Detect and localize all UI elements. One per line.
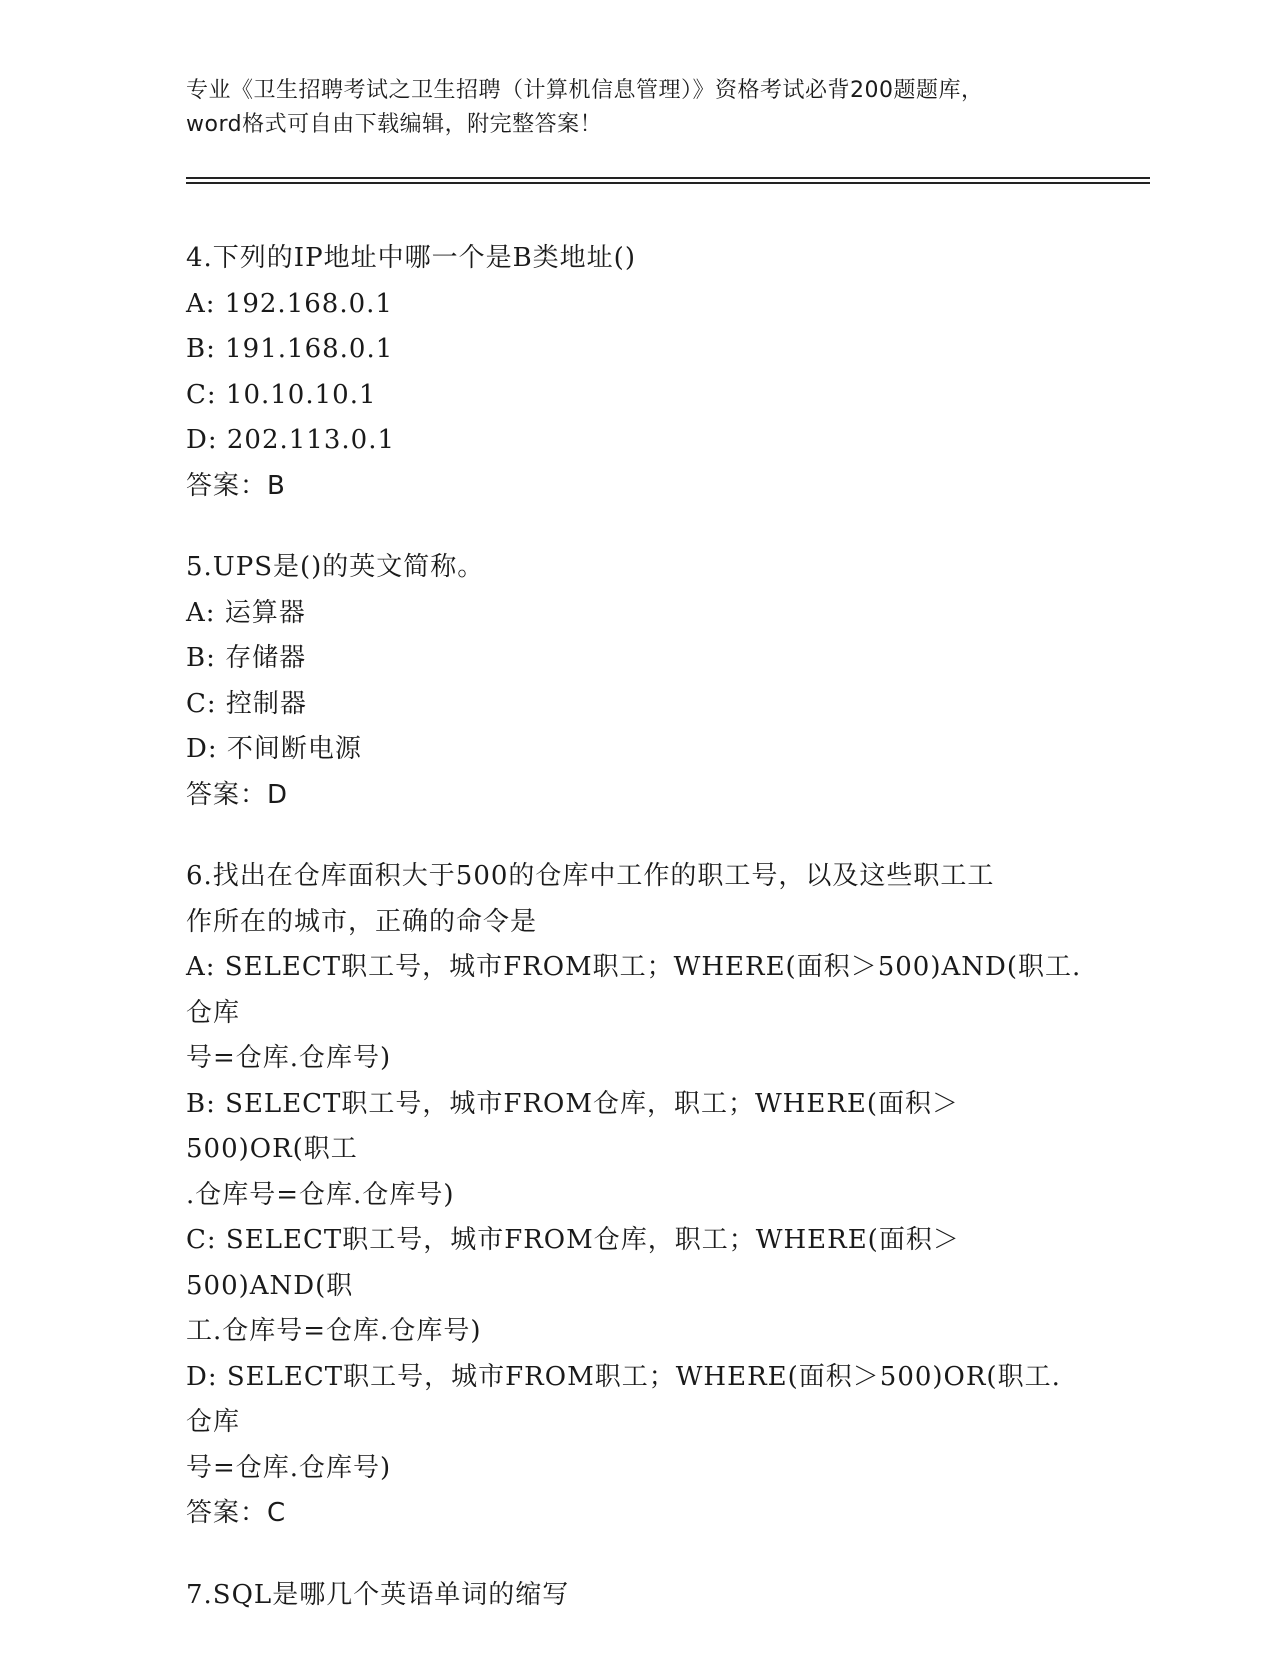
option-b-line-2: .仓库号=仓库.仓库号) — [186, 1179, 455, 1210]
option-d-line-1: D: SELECT职工号，城市FROM职工；WHERE(面积＞500)OR(职工.仓库 — [186, 1361, 1061, 1437]
option-d: D: 202.113.0.1 — [186, 425, 395, 455]
question-5 — [186, 545, 1086, 818]
header-rule-top — [186, 177, 1150, 179]
header-rule-bottom — [186, 182, 1150, 184]
question-list — [186, 236, 1086, 1654]
option-b-line-1: B: SELECT职工号，城市FROM仓库，职工；WHERE(面积＞500)OR(职工 — [186, 1088, 960, 1164]
option-d: D: 不间断电源 — [186, 734, 362, 764]
option-b: B: 191.168.0.1 — [186, 334, 394, 364]
answer-label: 答案： — [186, 779, 268, 810]
option-c-line-1: C: SELECT职工号，城市FROM仓库，职工；WHERE(面积＞500)AND(职 — [186, 1225, 960, 1301]
answer-line — [186, 773, 1086, 819]
answer-label: 答案： — [186, 1498, 268, 1528]
question-stem-line-1: 6.找出在仓库面积大于500的仓库中工作的职工号，以及这些职工工 — [186, 861, 995, 891]
option-c: C: 控制器 — [186, 688, 307, 719]
question-4 — [186, 236, 1086, 509]
question-stem-line-2: 作所在的城市，正确的命令是 — [186, 906, 538, 937]
option-a-line-1: A: SELECT职工号，城市FROM职工；WHERE(面积＞500)AND(职工.仓库 — [186, 952, 1082, 1028]
document-header — [186, 74, 1086, 142]
question-stem: 5.UPS是()的英文简称。 — [186, 552, 485, 582]
header-line-1: 专业《卫生招聘考试之卫生招聘（计算机信息管理）》资格考试必背200题题库， — [186, 78, 984, 103]
answer-value: C — [267, 1498, 287, 1528]
option-c-line-2: 工.仓库号=仓库.仓库号) — [186, 1316, 482, 1346]
option-a: A: 192.168.0.1 — [186, 288, 393, 319]
option-a-line-2: 号=仓库.仓库号) — [186, 1043, 392, 1073]
question-stem: 7.SQL是哪几个英语单词的缩写 — [186, 1579, 570, 1610]
option-c: C: 10.10.10.1 — [186, 379, 377, 410]
answer-line — [186, 1491, 1086, 1537]
option-b: B: 存储器 — [186, 643, 307, 673]
question-stem: 4.下列的IP地址中哪一个是B类地址() — [186, 243, 636, 273]
header-line-2: word格式可自由下载编辑，附完整答案！ — [186, 112, 603, 137]
answer-value: B — [267, 470, 286, 501]
option-a: A: 运算器 — [186, 597, 306, 628]
question-6 — [186, 854, 1086, 1537]
option-d-line-2: 号=仓库.仓库号) — [186, 1452, 392, 1483]
answer-line — [186, 464, 1086, 510]
question-7 — [186, 1573, 1086, 1619]
answer-value: D — [267, 779, 289, 810]
answer-label: 答案： — [186, 470, 268, 501]
